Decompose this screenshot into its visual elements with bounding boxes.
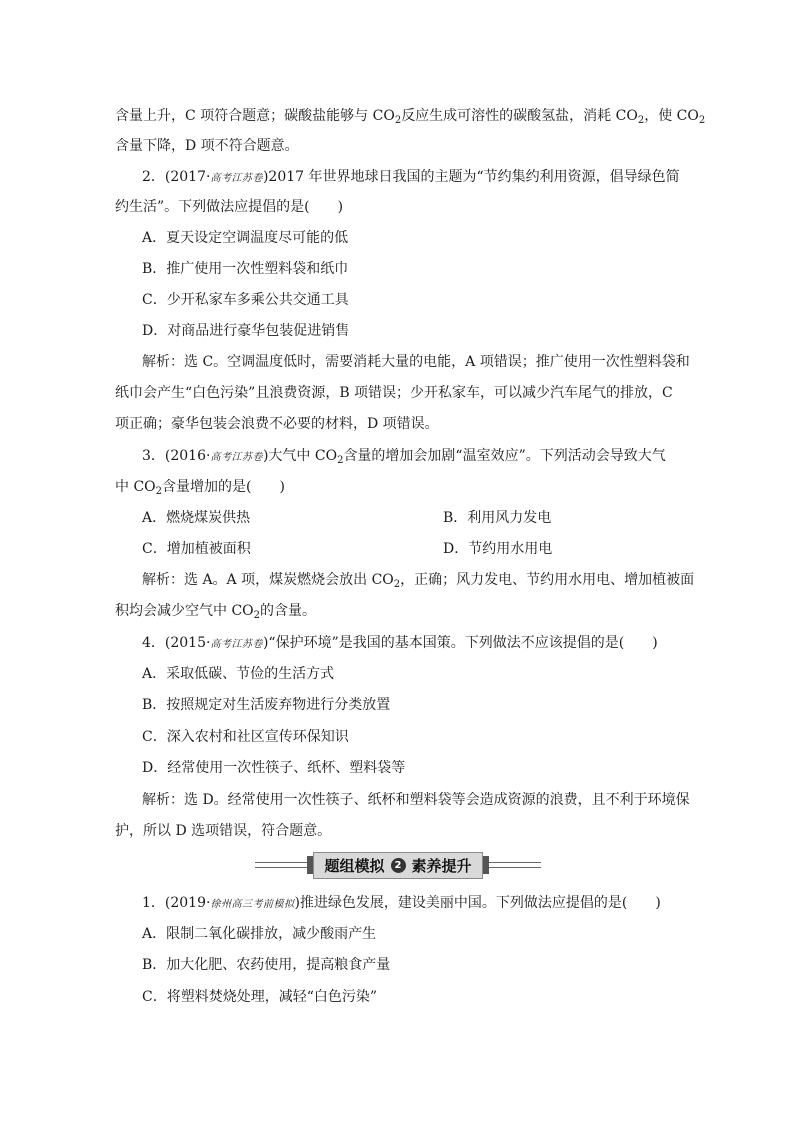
question-3-stem: 3．(2016·高考江苏卷)大气中 $CO_2$含量的增加会加剧“温室效应”。下列活动会导致大气 — [142, 448, 666, 466]
question-3-option-c: C．增加植被面积 — [142, 541, 251, 557]
question-3-stem-cont: 中 $CO_2$含量增加的是( ) — [115, 479, 285, 497]
section-title — [313, 852, 482, 879]
section-title-left: 题组模拟 — [324, 856, 385, 875]
source-tag: 高考江苏卷 — [210, 639, 263, 650]
practice-1-option-b: B．加大化肥、农药使用，提高粮食产量 — [142, 957, 391, 973]
double-line-divider-icon — [255, 862, 309, 868]
question-2-option-c: C．少开私家车多乘公共交通工具 — [142, 292, 349, 308]
practice-1-option-c: C．将塑料焚烧处理，减轻“白色污染” — [142, 989, 378, 1005]
section-number-icon: 2 — [391, 858, 406, 873]
section-title-right: 素养提升 — [411, 856, 472, 875]
question-3-analysis: 解析：选 A。A 项，煤炭燃烧会放出 $CO_2$，正确；风力发电、节约用水用电、增加植被面 — [142, 572, 695, 590]
question-4-option-b: B．按照规定对生活废弃物进行分类放置 — [142, 697, 391, 713]
source-tag: 徐州高三考前模拟 — [210, 899, 295, 910]
question-4-option-d: D．经常使用一次性筷子、纸杯、塑料袋等 — [142, 760, 406, 776]
practice-1-stem: 1．(2019·徐州高三考前模拟)推进绿色发展，建设美丽中国。下列做法应提倡的是( ) — [142, 895, 661, 911]
practice-1-option-a: A．限制二氧化碳排放，减少酸雨产生 — [142, 926, 377, 942]
question-2-option-d: D．对商品进行豪华包装促进销售 — [142, 323, 350, 339]
text-line-2: 含量下降，D 项不符合题意。 — [115, 138, 299, 154]
question-4-stem: 4．(2015·高考江苏卷)“保护环境”是我国的基本国策。下列做法不应该提倡的是( ) — [142, 635, 658, 651]
source-tag: 高考江苏卷 — [210, 452, 263, 463]
section-banner — [253, 852, 543, 878]
question-4-option-a: A．采取低碳、节俭的生活方式 — [142, 666, 335, 682]
question-3-analysis-cont: 积均会减少空气中 $CO_2$的含量。 — [115, 603, 317, 621]
question-3-option-d: D．节约用水用电 — [443, 541, 553, 557]
question-2-analysis-cont: 纸巾会产生“白色污染”且浪费资源，B 项错误；少开私家车，可以减少汽车尾气的排放，C — [115, 385, 673, 401]
question-2-analysis: 解析：选 C。空调温度低时，需要消耗大量的电能，A 项错误；推广使用一次性塑料袋和 — [142, 354, 690, 370]
question-2-option-b: B．推广使用一次性塑料袋和纸巾 — [142, 261, 349, 277]
double-line-divider-icon — [487, 862, 541, 868]
question-2-analysis-cont: 项正确；豪华包装会浪费不必要的材料，D 项错误。 — [115, 416, 439, 432]
source-tag: 高考江苏卷 — [210, 173, 263, 184]
question-3-option-a: A．燃烧煤炭供热 — [142, 510, 251, 526]
question-2-stem: 2．(2017·高考江苏卷)2017 年世界地球日我国的主题为“节约集约利用资源，倡导绿色简 — [142, 169, 680, 185]
question-4-option-c: C．深入农村和社区宣传环保知识 — [142, 729, 349, 745]
question-2-option-a: A．夏天设定空调温度尽可能的低 — [142, 230, 349, 246]
text-line-1: 含量上升，C 项符合题意；碳酸盐能够与 $CO_2$反应生成可溶性的碳酸氢盐，消耗 $CO_2$，使 $CO_2$ — [115, 108, 706, 126]
question-2-stem-cont: 约生活”。下列做法应提倡的是( ) — [115, 199, 344, 215]
question-4-analysis-cont: 护，所以 D 选项错误，符合题意。 — [115, 823, 332, 839]
question-4-analysis: 解析：选 D。经常使用一次性筷子、纸杯和塑料袋等会造成资源的浪费，且不利于环境保 — [142, 792, 690, 808]
question-3-option-b: B．利用风力发电 — [443, 510, 552, 526]
